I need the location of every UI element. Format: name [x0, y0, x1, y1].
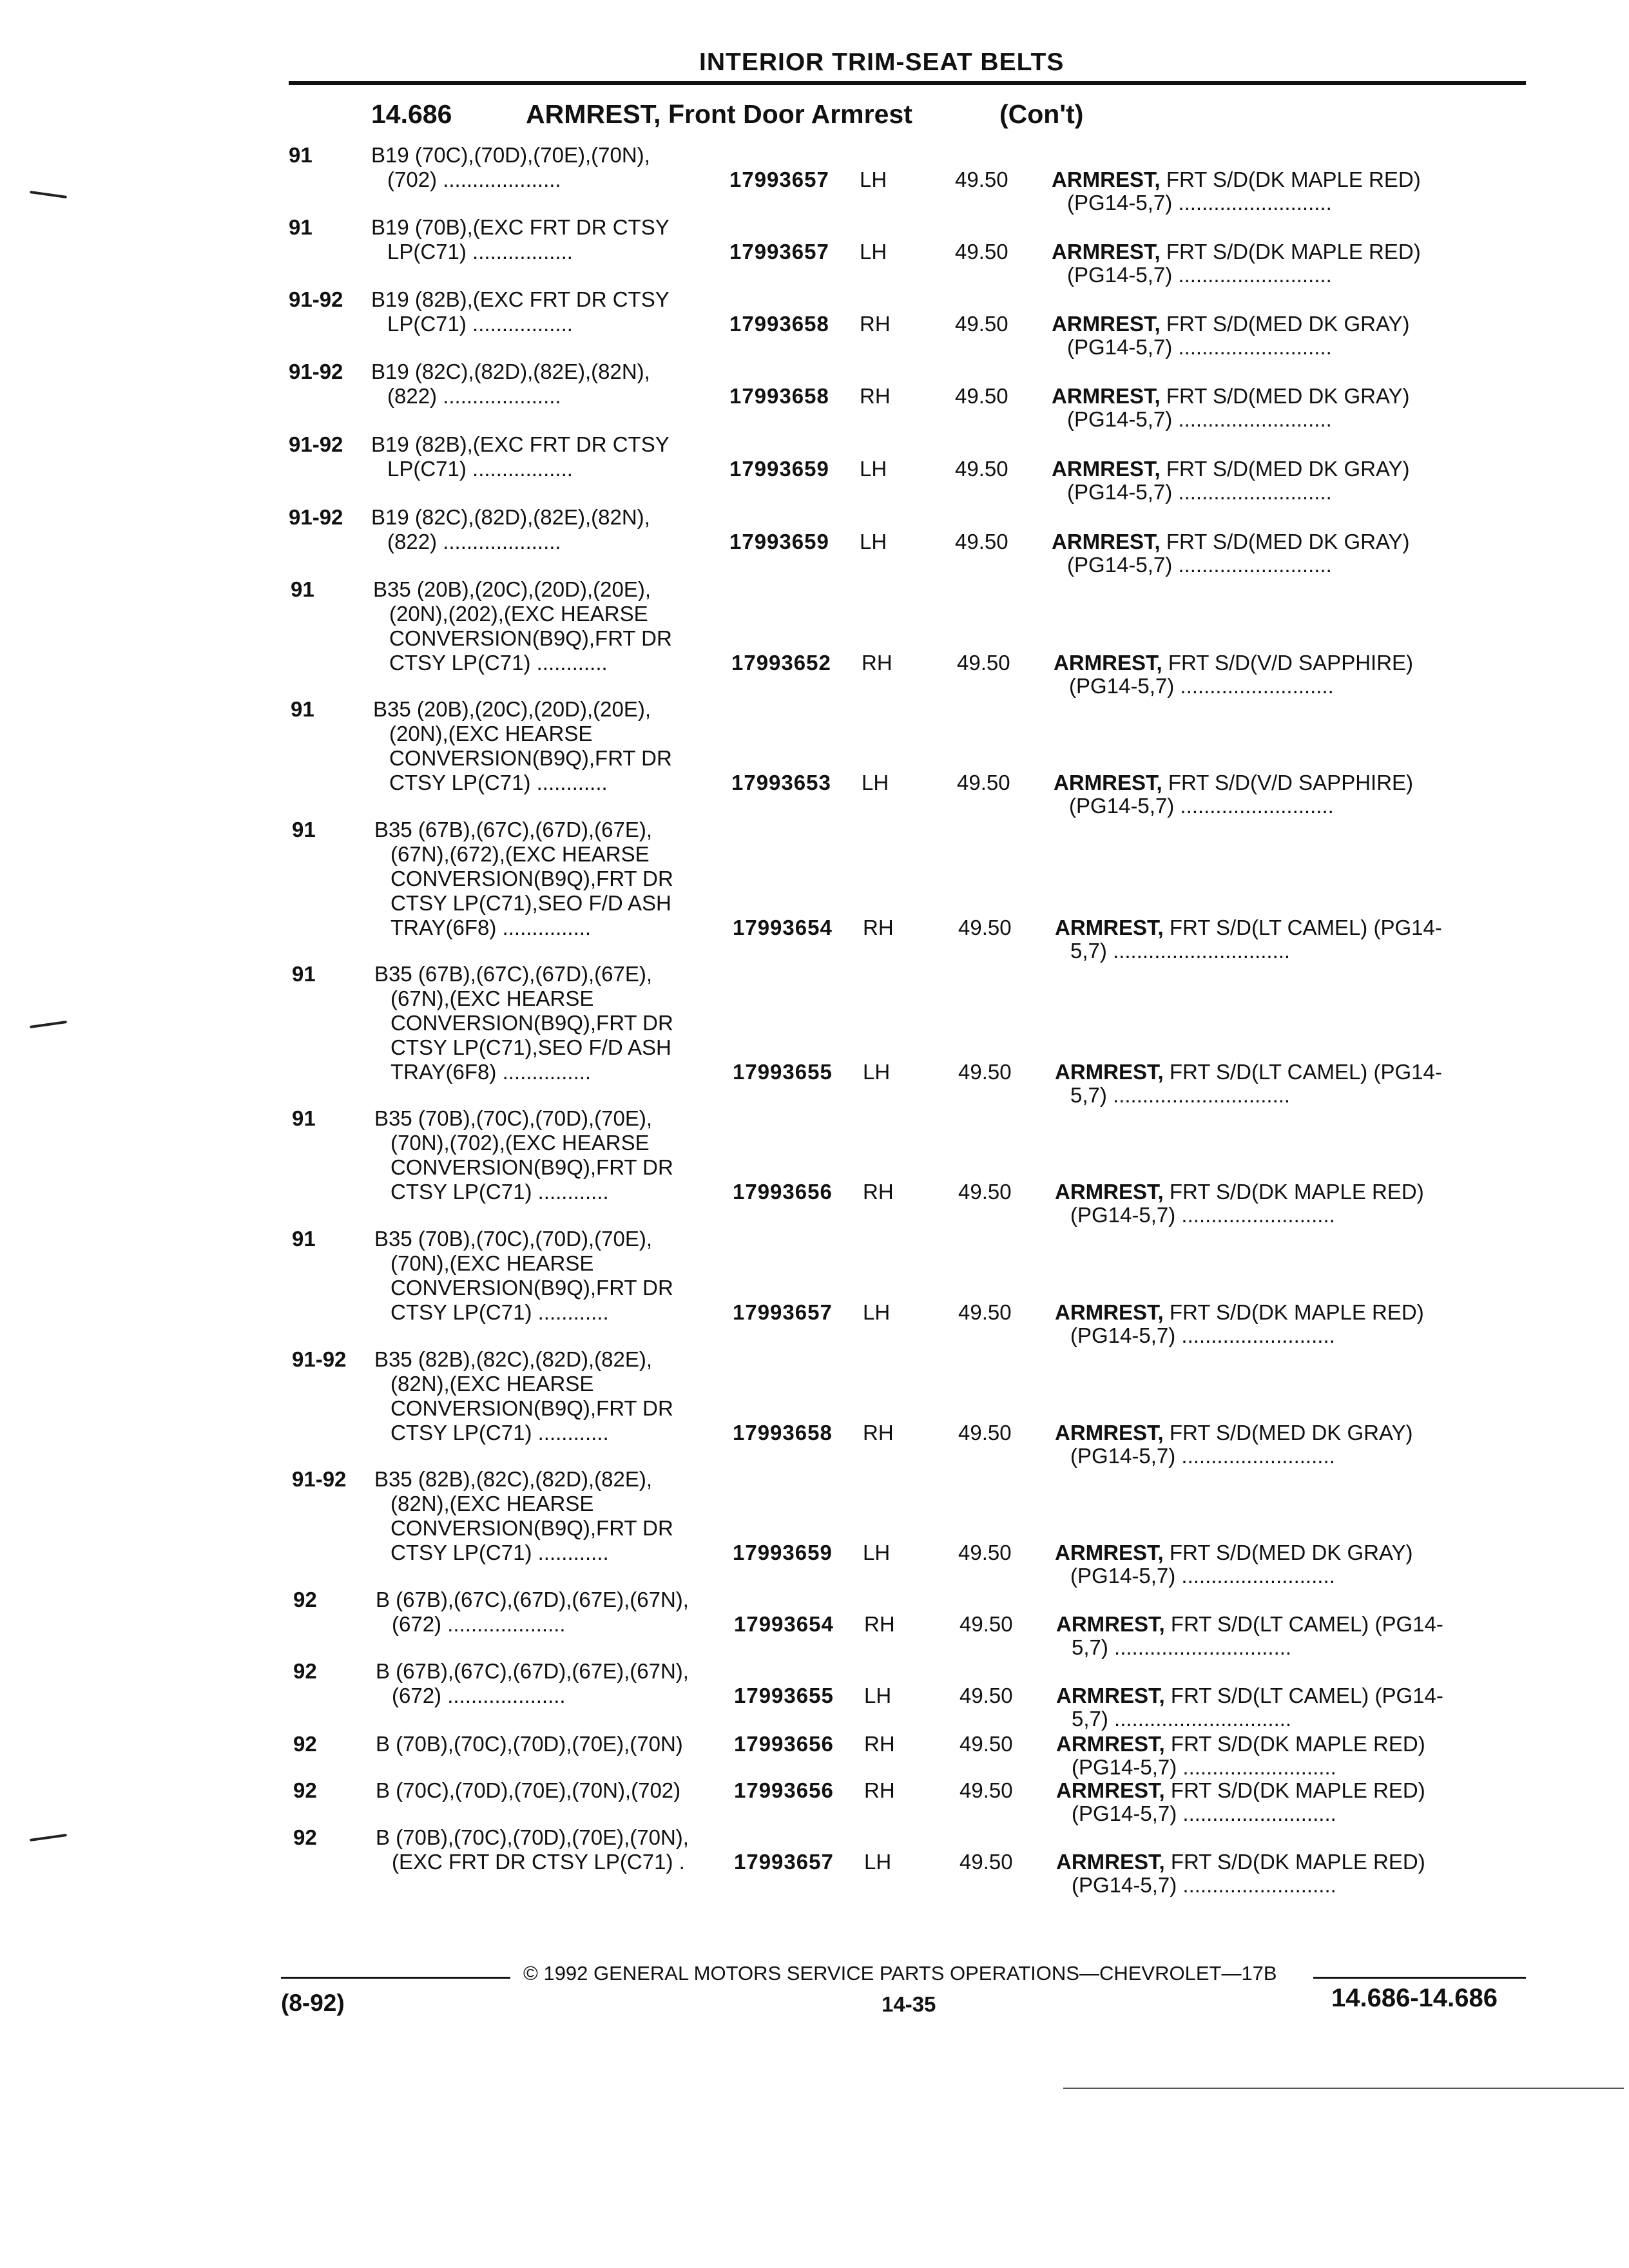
part-name	[1055, 1300, 1424, 1325]
part-price: 49.50	[957, 651, 1010, 675]
part-number: 17993658	[729, 312, 829, 336]
description-line: B35 (20B),(20C),(20D),(20E),	[373, 577, 651, 601]
description-line: CONVERSION(B9Q),FRT DR	[390, 1396, 673, 1420]
part-name	[1055, 1541, 1413, 1565]
part-name	[1052, 240, 1421, 264]
part-name-detail: FRT S/D(DK MAPLE RED)	[1163, 1300, 1424, 1324]
part-name-continuation: 5,7) ..............................	[1070, 1083, 1291, 1107]
part-number: 17993657	[733, 1300, 833, 1324]
footer-rule-right	[1313, 1977, 1526, 1979]
part-line	[289, 457, 1526, 481]
part-name-noun: ARMREST,	[1055, 916, 1164, 939]
part-name	[1054, 651, 1413, 675]
part-name-continuation: (PG14-5,7) ..........................	[1067, 191, 1332, 215]
part-number: 17993656	[734, 1778, 834, 1802]
part-name-continuation: 5,7) ..............................	[1070, 939, 1291, 963]
model-year: 91-92	[289, 432, 343, 456]
description-line: (67N),(672),(EXC HEARSE	[390, 842, 650, 866]
part-side: LH	[862, 771, 889, 794]
part-name-noun: ARMREST,	[1052, 240, 1161, 264]
part-name-continuation: (PG14-5,7) ..........................	[1072, 1755, 1336, 1779]
part-name-detail: FRT S/D(MED DK GRAY)	[1160, 384, 1410, 408]
description-line: CONVERSION(B9Q),FRT DR	[390, 1155, 673, 1179]
part-line	[293, 1684, 1530, 1708]
description-line: CONVERSION(B9Q),FRT DR	[389, 626, 672, 650]
part-name-detail: FRT S/D(DK MAPLE RED)	[1163, 1180, 1424, 1204]
part-name-continuation: (PG14-5,7) ..........................	[1069, 794, 1334, 818]
footer-copyright: © 1992 GENERAL MOTORS SERVICE PARTS OPERATIONS—CHEVROLET—17B	[523, 1962, 1277, 1984]
model-year: 92	[293, 1588, 317, 1611]
part-name-detail: FRT S/D(DK MAPLE RED)	[1160, 240, 1421, 264]
part-name	[1052, 168, 1421, 192]
model-year: 92	[293, 1825, 317, 1849]
part-name-detail: FRT S/D(V/D SAPPHIRE)	[1162, 651, 1414, 675]
part-price: 49.50	[957, 771, 1010, 794]
footer-section-range: 14.686-14.686	[1331, 1984, 1498, 2012]
description-line: B (67B),(67C),(67D),(67E),(67N),	[376, 1588, 689, 1611]
part-name-detail: FRT S/D(LT CAMEL) (PG14-	[1164, 1684, 1443, 1707]
description-line: LP(C71) .................	[387, 457, 573, 481]
description-line: (70N),(EXC HEARSE	[390, 1251, 594, 1275]
part-name-noun: ARMREST,	[1052, 530, 1161, 553]
part-number: 17993652	[731, 651, 831, 675]
footer-revision-date: (8-92)	[281, 1990, 345, 2016]
part-number: 17993658	[729, 384, 829, 408]
model-year: 91	[291, 577, 314, 601]
scan-mark	[30, 1834, 67, 1841]
part-side: LH	[863, 1060, 891, 1084]
part-name	[1052, 384, 1410, 408]
part-number: 17993659	[729, 457, 829, 481]
part-name-continuation: (PG14-5,7) ..........................	[1070, 1323, 1335, 1347]
description-line: B35 (67B),(67C),(67D),(67E),	[374, 962, 652, 986]
description-line: (672) ....................	[392, 1684, 566, 1707]
part-side: LH	[860, 457, 887, 481]
description-line: B35 (20B),(20C),(20D),(20E),	[373, 697, 651, 721]
model-year: 91	[292, 1227, 316, 1251]
description-line: (EXC FRT DR CTSY LP(C71) .	[392, 1850, 685, 1874]
part-number: 17993659	[729, 530, 829, 553]
part-side: LH	[860, 530, 887, 553]
part-number: 17993657	[729, 240, 829, 264]
description-line: B35 (82B),(82C),(82D),(82E),	[374, 1467, 652, 1491]
part-name-continuation: (PG14-5,7) ..........................	[1069, 674, 1334, 698]
part-name-detail: FRT S/D(MED DK GRAY)	[1160, 530, 1410, 553]
part-name-noun: ARMREST,	[1056, 1684, 1165, 1707]
part-name	[1056, 1684, 1443, 1708]
part-name-continuation: (PG14-5,7) ..........................	[1067, 553, 1332, 577]
description-line: B (70B),(70C),(70D),(70E),(70N),	[376, 1825, 689, 1849]
part-name-detail: FRT S/D(DK MAPLE RED)	[1160, 168, 1421, 191]
description-line: (20N),(202),(EXC HEARSE	[389, 602, 648, 626]
part-name-detail: FRT S/D(DK MAPLE RED)	[1164, 1732, 1425, 1756]
model-year: 91	[292, 1106, 316, 1130]
description-line: (822) ....................	[387, 530, 561, 553]
part-side: RH	[863, 1421, 894, 1445]
part-side: RH	[863, 916, 894, 939]
description-line: CTSY LP(C71) ............	[390, 1421, 609, 1445]
description-line: CTSY LP(C71) ............	[390, 1541, 609, 1564]
description-line: (67N),(EXC HEARSE	[390, 986, 594, 1010]
part-price: 49.50	[958, 916, 1012, 939]
part-side: LH	[863, 1300, 891, 1324]
description-line: B35 (70B),(70C),(70D),(70E),	[374, 1227, 652, 1251]
part-name	[1054, 771, 1413, 795]
part-side: RH	[860, 384, 891, 408]
part-name	[1056, 1732, 1425, 1756]
description-line: B19 (70B),(EXC FRT DR CTSY	[371, 215, 670, 239]
part-number: 17993659	[733, 1541, 833, 1564]
part-name-noun: ARMREST,	[1055, 1300, 1164, 1324]
part-side: RH	[864, 1778, 895, 1802]
model-year: 91-92	[289, 505, 343, 529]
description-line: B19 (70C),(70D),(70E),(70N),	[371, 143, 650, 167]
description-line: TRAY(6F8) ...............	[390, 1060, 592, 1084]
part-price: 49.50	[955, 168, 1008, 191]
bottom-scan-line	[1063, 2088, 1624, 2089]
description-line: CONVERSION(B9Q),FRT DR	[390, 1276, 673, 1300]
part-price: 49.50	[955, 240, 1008, 264]
part-name-detail: FRT S/D(LT CAMEL) (PG14-	[1164, 1612, 1443, 1636]
scan-mark	[30, 191, 67, 198]
part-name-detail: FRT S/D(LT CAMEL) (PG14-	[1163, 1060, 1442, 1084]
description-line: TRAY(6F8) ...............	[390, 916, 592, 939]
description-line: B19 (82B),(EXC FRT DR CTSY	[371, 287, 670, 311]
description-line: CONVERSION(B9Q),FRT DR	[389, 746, 672, 770]
part-line	[289, 168, 1526, 192]
scan-mark	[30, 1021, 67, 1028]
part-name-continuation: (PG14-5,7) ..........................	[1072, 1873, 1336, 1897]
description-line: B (70B),(70C),(70D),(70E),(70N)	[376, 1732, 683, 1756]
part-line	[292, 1060, 1529, 1084]
part-name	[1055, 916, 1442, 940]
part-line	[289, 240, 1526, 264]
part-name-noun: ARMREST,	[1056, 1612, 1165, 1636]
description-line: (82N),(EXC HEARSE	[390, 1372, 594, 1396]
part-side: RH	[864, 1612, 895, 1636]
part-price: 49.50	[958, 1541, 1012, 1564]
part-side: RH	[864, 1732, 895, 1756]
description-line: B (70C),(70D),(70E),(70N),(702)	[376, 1778, 681, 1802]
part-number: 17993656	[733, 1180, 833, 1204]
footer-rule-left	[281, 1977, 510, 1979]
part-name	[1055, 1180, 1424, 1204]
part-name-noun: ARMREST,	[1055, 1541, 1164, 1564]
part-side: LH	[860, 240, 887, 264]
part-line	[291, 771, 1528, 795]
part-name	[1052, 530, 1410, 554]
part-name-continuation: (PG14-5,7) ..........................	[1067, 480, 1332, 504]
part-name-detail: FRT S/D(V/D SAPPHIRE)	[1162, 771, 1414, 794]
description-line: CTSY LP(C71) ............	[389, 651, 608, 675]
part-name-detail: FRT S/D(DK MAPLE RED)	[1164, 1850, 1425, 1874]
part-name-noun: ARMREST,	[1055, 1421, 1164, 1445]
part-line	[292, 1421, 1529, 1445]
description-line: CTSY LP(C71) ............	[390, 1300, 609, 1324]
description-line: (70N),(702),(EXC HEARSE	[390, 1131, 650, 1155]
part-name-continuation: (PG14-5,7) ..........................	[1067, 335, 1332, 359]
model-year: 91-92	[289, 360, 343, 383]
part-number: 17993657	[729, 168, 829, 191]
part-line	[292, 1180, 1529, 1204]
part-name-continuation: (PG14-5,7) ..........................	[1072, 1802, 1336, 1825]
part-name-detail: FRT S/D(LT CAMEL) (PG14-	[1163, 916, 1442, 939]
footer-page-number: 14-35	[882, 1992, 936, 2016]
part-name	[1055, 1060, 1442, 1084]
description-line: CTSY LP(C71),SEO F/D ASH	[390, 891, 671, 915]
model-year: 92	[293, 1732, 317, 1756]
header-rule	[289, 81, 1526, 85]
part-name-continuation: 5,7) ..............................	[1072, 1707, 1292, 1731]
part-price: 49.50	[959, 1850, 1013, 1874]
part-number: 17993653	[731, 771, 831, 794]
part-line	[293, 1850, 1530, 1874]
part-side: LH	[860, 168, 887, 191]
page-header-title: INTERIOR TRIM-SEAT BELTS	[699, 48, 1065, 76]
part-line	[292, 1300, 1529, 1325]
model-year: 91-92	[292, 1347, 347, 1371]
part-line	[292, 916, 1529, 940]
part-name-detail: FRT S/D(MED DK GRAY)	[1160, 312, 1410, 336]
description-line: CONVERSION(B9Q),FRT DR	[390, 867, 673, 890]
model-year: 91	[292, 962, 316, 986]
model-year: 91-92	[292, 1467, 347, 1491]
part-price: 49.50	[958, 1421, 1012, 1445]
model-year: 91	[292, 818, 316, 841]
part-name-detail: FRT S/D(MED DK GRAY)	[1163, 1541, 1413, 1564]
model-year: 91-92	[289, 287, 343, 311]
part-price: 49.50	[959, 1732, 1013, 1756]
section-title: ARMREST, Front Door Armrest	[526, 99, 912, 129]
part-name-continuation: (PG14-5,7) ..........................	[1070, 1203, 1335, 1227]
part-price: 49.50	[955, 457, 1008, 481]
part-price: 49.50	[958, 1060, 1012, 1084]
part-name	[1056, 1778, 1425, 1803]
part-side: RH	[862, 651, 892, 675]
description-line: B35 (82B),(82C),(82D),(82E),	[374, 1347, 652, 1371]
description-line: B19 (82C),(82D),(82E),(82N),	[371, 360, 650, 383]
part-name-detail: FRT S/D(MED DK GRAY)	[1160, 457, 1410, 481]
description-line: B35 (67B),(67C),(67D),(67E),	[374, 818, 652, 841]
part-line	[293, 1732, 1530, 1756]
part-name	[1052, 457, 1410, 481]
part-price: 49.50	[958, 1180, 1012, 1204]
part-name-continuation: (PG14-5,7) ..........................	[1070, 1564, 1335, 1588]
part-price: 49.50	[955, 384, 1008, 408]
part-name-noun: ARMREST,	[1056, 1778, 1165, 1802]
description-line: B (67B),(67C),(67D),(67E),(67N),	[376, 1659, 689, 1683]
part-price: 49.50	[955, 530, 1008, 553]
part-line	[293, 1778, 1530, 1803]
part-number: 17993655	[734, 1684, 834, 1707]
part-line	[293, 1612, 1530, 1637]
part-name	[1052, 312, 1410, 336]
description-line: B19 (82C),(82D),(82E),(82N),	[371, 505, 650, 529]
part-line	[289, 384, 1526, 408]
model-year: 92	[293, 1659, 317, 1683]
part-side: LH	[864, 1684, 892, 1707]
description-line: LP(C71) .................	[387, 240, 573, 264]
part-name-noun: ARMREST,	[1052, 312, 1161, 336]
description-line: CTSY LP(C71) ............	[389, 771, 608, 794]
model-year: 91	[291, 697, 314, 721]
description-line: CONVERSION(B9Q),FRT DR	[390, 1516, 673, 1540]
description-line: (672) ....................	[392, 1612, 566, 1636]
part-side: RH	[863, 1180, 894, 1204]
part-price: 49.50	[958, 1300, 1012, 1324]
description-line: LP(C71) .................	[387, 312, 573, 336]
part-name-continuation: 5,7) ..............................	[1072, 1635, 1292, 1659]
description-line: (82N),(EXC HEARSE	[390, 1492, 594, 1515]
part-number: 17993658	[733, 1421, 833, 1445]
description-line: (822) ....................	[387, 384, 561, 408]
part-name-noun: ARMREST,	[1052, 457, 1161, 481]
description-line: B35 (70B),(70C),(70D),(70E),	[374, 1106, 652, 1130]
description-line: CTSY LP(C71),SEO F/D ASH	[390, 1035, 671, 1059]
part-side: LH	[864, 1850, 892, 1874]
part-name-noun: ARMREST,	[1056, 1850, 1165, 1874]
part-number: 17993657	[734, 1850, 834, 1874]
part-name-detail: FRT S/D(MED DK GRAY)	[1163, 1421, 1413, 1445]
part-name	[1055, 1421, 1413, 1445]
part-name-continuation: (PG14-5,7) ..........................	[1070, 1444, 1335, 1468]
part-price: 49.50	[959, 1684, 1013, 1707]
model-year: 91	[289, 143, 313, 167]
part-price: 49.50	[959, 1778, 1013, 1802]
part-name-noun: ARMREST,	[1055, 1180, 1164, 1204]
part-name-noun: ARMREST,	[1055, 1060, 1164, 1084]
part-name-continuation: (PG14-5,7) ..........................	[1067, 263, 1332, 287]
section-heading	[371, 99, 1144, 134]
description-line: (702) ....................	[387, 168, 561, 191]
description-line: B19 (82B),(EXC FRT DR CTSY	[371, 432, 670, 456]
part-name	[1056, 1612, 1443, 1637]
model-year: 91	[289, 215, 313, 239]
part-number: 17993655	[733, 1060, 833, 1084]
part-number: 17993656	[734, 1732, 834, 1756]
part-line	[289, 312, 1526, 336]
model-year: 92	[293, 1778, 317, 1802]
part-name-noun: ARMREST,	[1056, 1732, 1165, 1756]
description-line: CONVERSION(B9Q),FRT DR	[390, 1011, 673, 1035]
part-line	[291, 651, 1528, 675]
description-line: (20N),(EXC HEARSE	[389, 722, 593, 745]
part-side: LH	[863, 1541, 891, 1564]
part-line	[289, 530, 1526, 554]
part-number: 17993654	[733, 916, 833, 939]
section-continued: (Con't)	[999, 99, 1084, 129]
part-price: 49.50	[959, 1612, 1013, 1636]
part-price: 49.50	[955, 312, 1008, 336]
part-name-continuation: (PG14-5,7) ..........................	[1067, 407, 1332, 431]
part-name-noun: ARMREST,	[1054, 771, 1162, 794]
section-number: 14.686	[371, 99, 452, 129]
part-name-noun: ARMREST,	[1052, 384, 1161, 408]
part-name-noun: ARMREST,	[1054, 651, 1162, 675]
part-number: 17993654	[734, 1612, 834, 1636]
description-line: CTSY LP(C71) ............	[390, 1180, 609, 1204]
part-line	[292, 1541, 1529, 1565]
part-name	[1056, 1850, 1425, 1874]
part-name-detail: FRT S/D(DK MAPLE RED)	[1164, 1778, 1425, 1802]
part-side: RH	[860, 312, 891, 336]
part-name-noun: ARMREST,	[1052, 168, 1161, 191]
